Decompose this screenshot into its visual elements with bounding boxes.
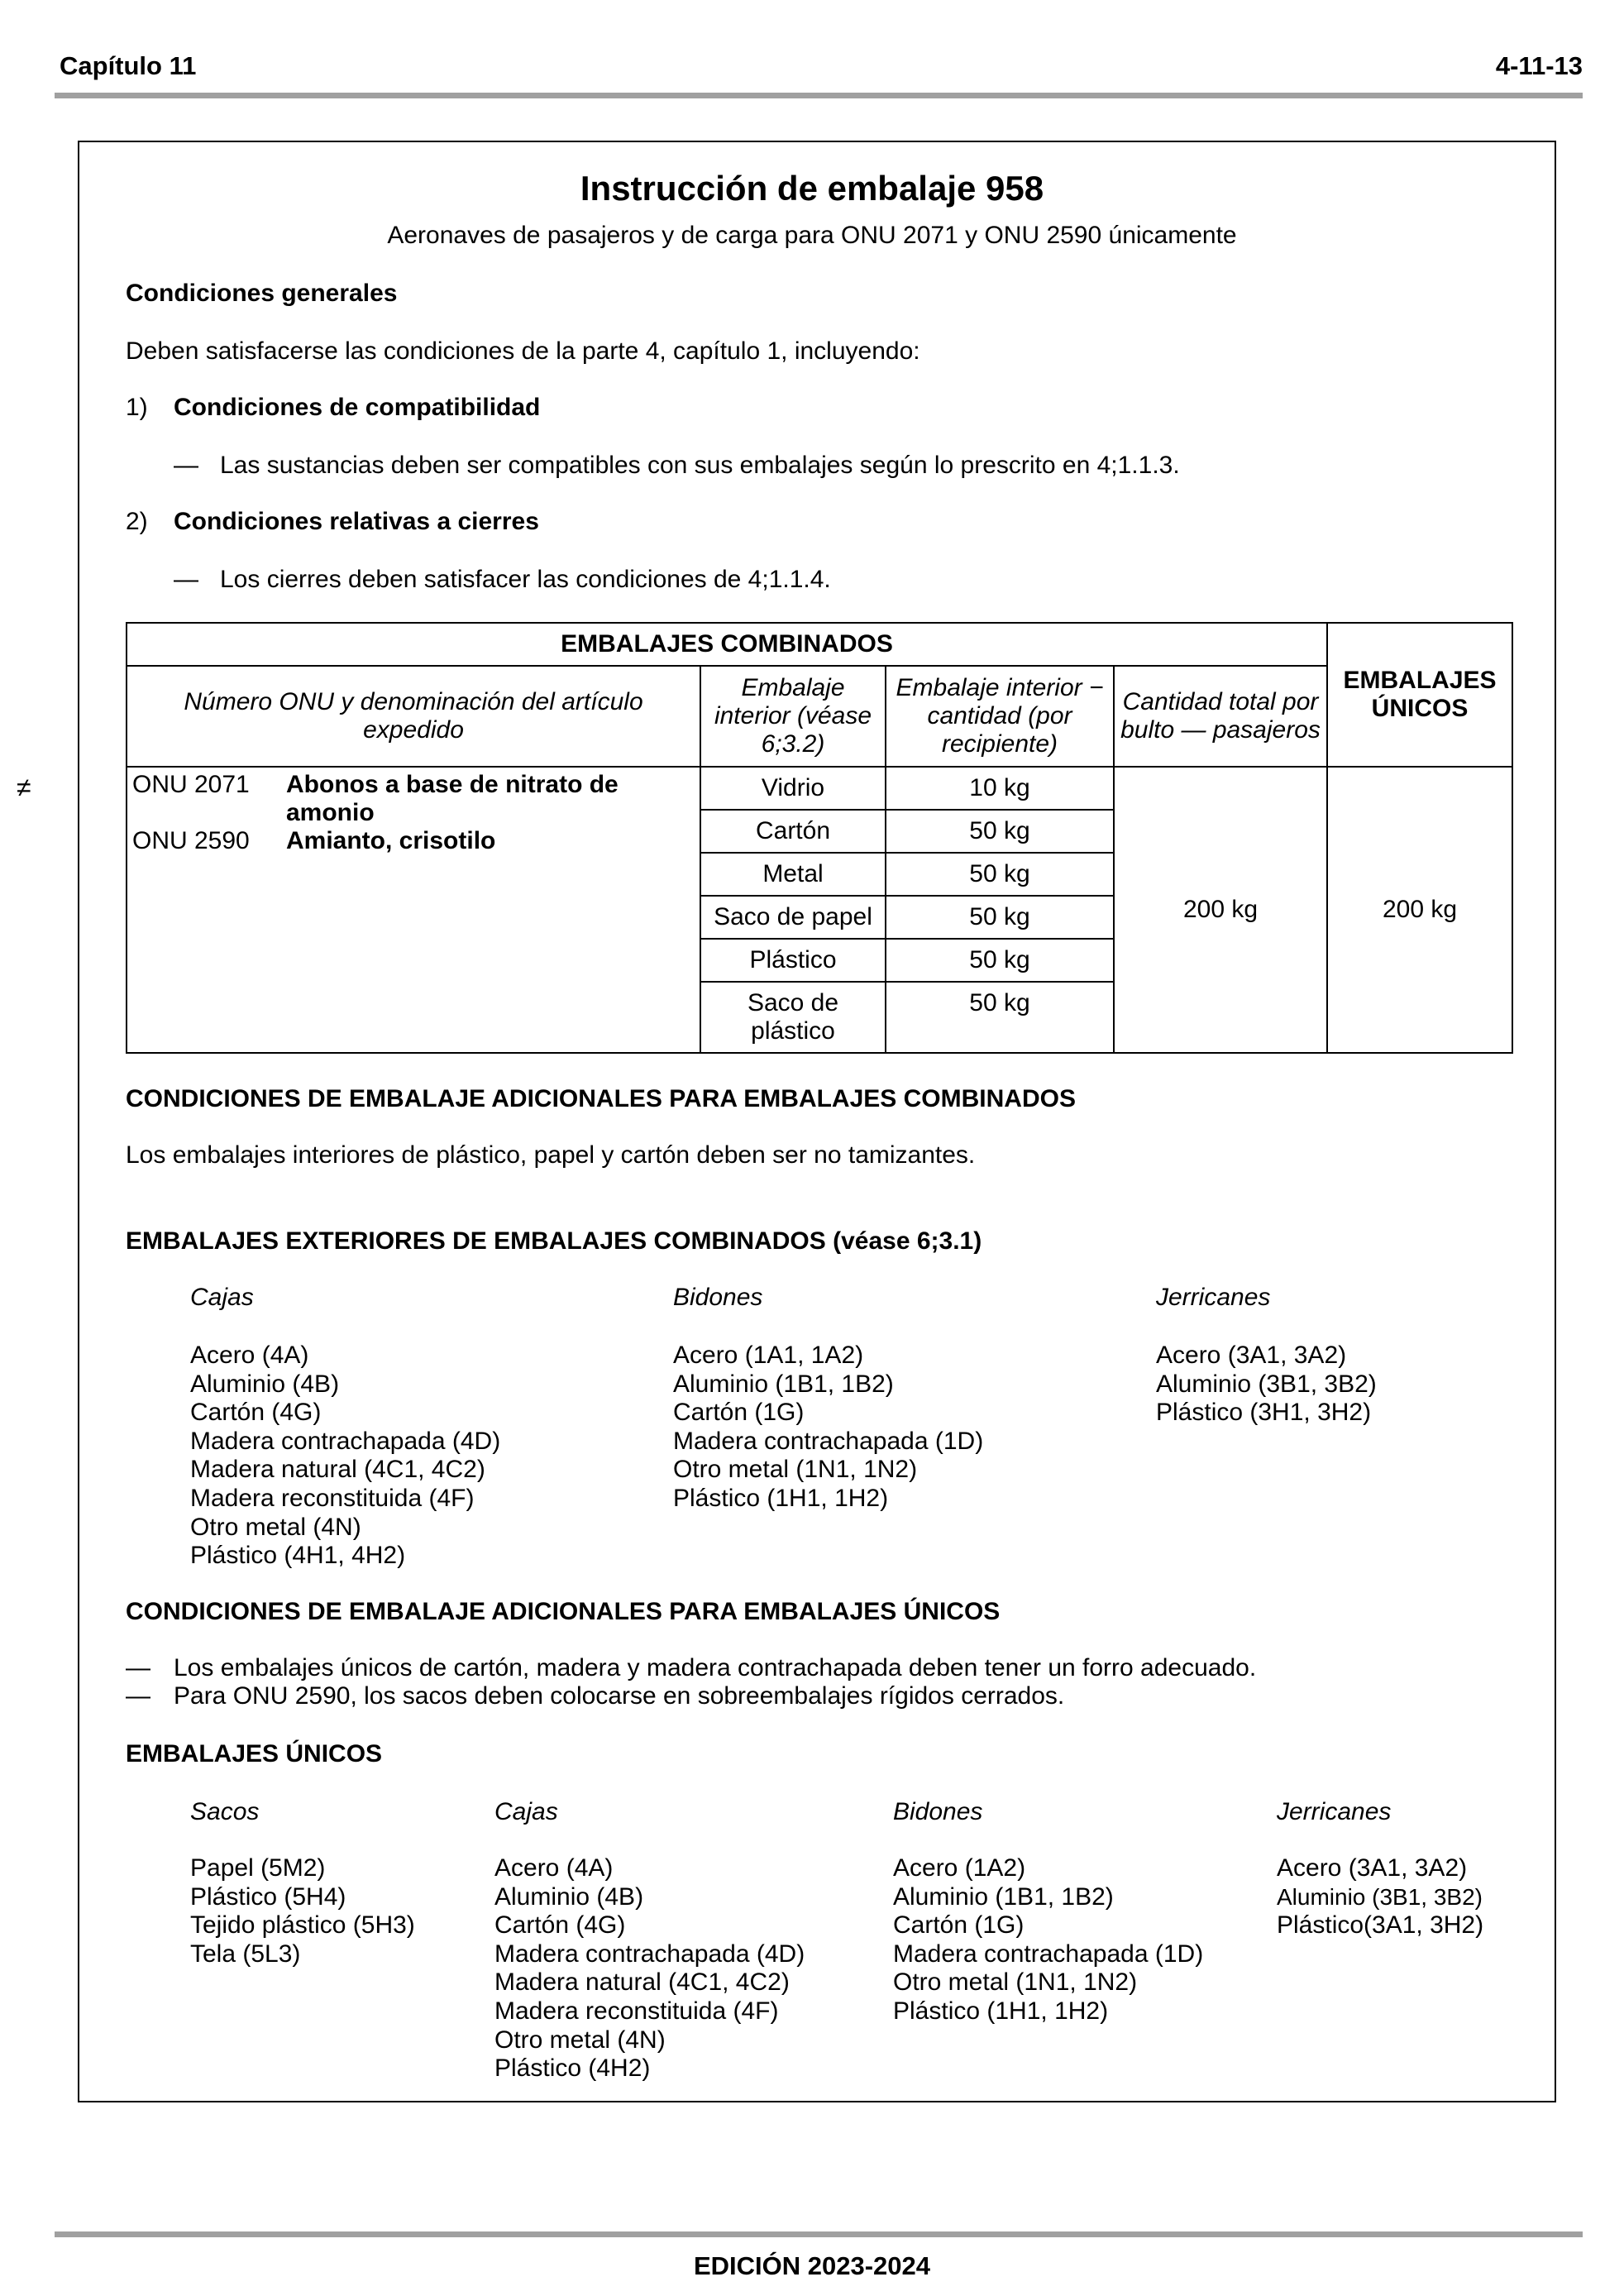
- list-item: Otro metal (4N): [494, 2026, 666, 2054]
- single-packagings-heading: EMBALAJES ÚNICOS: [126, 1740, 383, 1767]
- outer-list-cajas: [190, 1342, 500, 1571]
- outer-list-jerricanes: [1156, 1342, 1377, 1428]
- single-quantity: 200 kg: [1327, 767, 1512, 1053]
- condition-2-dash: —: [174, 566, 198, 593]
- condition-2-heading: Condiciones relativas a cierres: [174, 508, 539, 535]
- list-item: Acero (3A1, 3A2): [1277, 1854, 1468, 1882]
- list-item: Aluminio (4B): [190, 1370, 340, 1398]
- list-item: Plástico(3A1, 3H2): [1277, 1911, 1484, 1940]
- inner-packaging: Plástico: [700, 939, 886, 982]
- list-item: Cartón (1G): [673, 1399, 805, 1427]
- list-item: Plástico (4H1, 4H2): [190, 1542, 406, 1570]
- list-item: Otro metal (1N1, 1N2): [673, 1456, 918, 1484]
- list-item: Madera reconstituida (4F): [190, 1484, 475, 1512]
- single-list-sacos: [190, 1854, 415, 1968]
- combined-header: EMBALAJES COMBINADOS: [127, 623, 1327, 666]
- list-item: Aluminio (3B1, 3B2): [1277, 1883, 1483, 1910]
- outer-packagings-heading: EMBALAJES EXTERIORES DE EMBALAJES COMBINADOS (véase 6;3.1): [126, 1227, 982, 1255]
- un-name: Abonos a base de nitrato de amonio: [286, 771, 619, 826]
- list-item: Plástico (1H1, 1H2): [893, 1997, 1109, 2025]
- col-total-header: Cantidad total por bulto — pasajeros: [1114, 666, 1327, 767]
- total-quantity: 200 kg: [1114, 767, 1327, 1053]
- list-item: Acero (1A2): [893, 1854, 1026, 1882]
- general-conditions-heading: Condiciones generales: [126, 280, 398, 307]
- list-item: Cartón (4G): [494, 1911, 626, 1940]
- page-subtitle: Aeronaves de pasajeros y de carga para ONU 2071 y ONU 2590 únicamente: [387, 222, 1237, 249]
- inner-quantity: 10 kg: [886, 767, 1114, 810]
- col-un-header: Número ONU y denominación del artículo expedido: [127, 666, 700, 767]
- list-item: Madera natural (4C1, 4C2): [494, 1968, 790, 1997]
- outer-col-title: Bidones: [673, 1284, 763, 1311]
- list-item: Acero (4A): [190, 1342, 309, 1369]
- page-reference: 4-11-13: [1495, 51, 1583, 80]
- list-item: Cartón (1G): [893, 1911, 1025, 1940]
- general-conditions-intro: Deben satisfacerse las condiciones de la parte 4, capítulo 1, incluyendo:: [126, 337, 920, 365]
- condition-1-heading: Condiciones de compatibilidad: [174, 394, 541, 421]
- list-item: Otro metal (1N1, 1N2): [893, 1968, 1138, 1997]
- list-item: Aluminio (3B1, 3B2): [1156, 1370, 1377, 1398]
- list-item: Acero (1A1, 1A2): [673, 1342, 864, 1369]
- list-item: Madera natural (4C1, 4C2): [190, 1456, 485, 1484]
- list-item: Plástico (4H2): [494, 2054, 651, 2083]
- add-single-dash: —: [126, 1682, 150, 1710]
- list-item: Tejido plástico (5H3): [190, 1911, 415, 1940]
- inner-quantity: 50 kg: [886, 896, 1114, 939]
- list-item: Acero (3A1, 3A2): [1156, 1342, 1347, 1369]
- list-item: Plástico (1H1, 1H2): [673, 1484, 889, 1512]
- outer-list-bidones: [673, 1342, 983, 1514]
- condition-1-text: Las sustancias deben ser compatibles con sus embalajes según lo prescrito en 4;1.1.3.: [220, 452, 1180, 479]
- list-item: Tela (5L3): [190, 1940, 301, 1968]
- un-number: ONU 2071: [132, 771, 250, 798]
- list-item: Acero (4A): [494, 1854, 614, 1882]
- add-combined-heading: CONDICIONES DE EMBALAJE ADICIONALES PARA EMBALAJES COMBINADOS: [126, 1085, 1076, 1112]
- add-combined-text: Los embalajes interiores de plástico, papel y cartón deben ser no tamizantes.: [126, 1141, 976, 1169]
- inner-quantity: 50 kg: [886, 853, 1114, 896]
- add-single-dash: —: [126, 1654, 150, 1681]
- combined-packagings-table: [126, 622, 1513, 1054]
- list-item: Aluminio (1B1, 1B2): [893, 1882, 1114, 1911]
- add-single-heading: CONDICIONES DE EMBALAJE ADICIONALES PARA EMBALAJES ÚNICOS: [126, 1598, 1001, 1625]
- single-list-jerricanes: [1277, 1854, 1483, 1940]
- footer-rule: [55, 2231, 1583, 2237]
- un-entry: [132, 771, 695, 827]
- single-header: EMBALAJES ÚNICOS: [1327, 623, 1512, 767]
- list-item: Aluminio (4B): [494, 1882, 644, 1911]
- inner-quantity: 50 kg: [886, 810, 1114, 853]
- inner-packaging: Vidrio: [700, 767, 886, 810]
- un-name: Amianto, crisotilo: [286, 827, 496, 854]
- add-single-item: Para ONU 2590, los sacos deben colocarse en sobreembalajes rígidos cerrados.: [174, 1682, 1065, 1710]
- col-qty-header: Embalaje interior − cantidad (por recipiente): [886, 666, 1114, 767]
- inner-quantity: 50 kg: [886, 982, 1114, 1053]
- add-single-item: Los embalajes únicos de cartón, madera y madera contrachapada deben tener un forro adecuado.: [174, 1654, 1257, 1681]
- un-number: ONU 2590: [132, 827, 250, 854]
- list-item: Papel (5M2): [190, 1854, 326, 1882]
- inner-packaging: Saco de plástico: [700, 982, 886, 1053]
- inner-packaging: Cartón: [700, 810, 886, 853]
- un-cell: [127, 767, 700, 1053]
- list-item: Otro metal (4N): [190, 1513, 361, 1541]
- outer-col-title: Cajas: [190, 1284, 254, 1311]
- list-item: Madera contrachapada (1D): [673, 1427, 984, 1455]
- list-item: Cartón (4G): [190, 1399, 322, 1427]
- header-rule: [55, 93, 1583, 98]
- inner-packaging: Metal: [700, 853, 886, 896]
- condition-2-text: Los cierres deben satisfacer las condiciones de 4;1.1.4.: [220, 566, 831, 593]
- single-col-title: Cajas: [494, 1798, 558, 1825]
- outer-col-title: Jerricanes: [1156, 1284, 1271, 1311]
- single-col-title: Jerricanes: [1277, 1798, 1392, 1825]
- chapter-label: Capítulo 11: [60, 51, 197, 80]
- un-entry: [132, 827, 695, 855]
- single-col-title: Sacos: [190, 1798, 260, 1825]
- condition-1-dash: —: [174, 452, 198, 479]
- list-item: Madera contrachapada (4D): [190, 1427, 501, 1455]
- list-item: Madera contrachapada (1D): [893, 1940, 1204, 1968]
- list-item: Aluminio (1B1, 1B2): [673, 1370, 894, 1398]
- list-item: Madera reconstituida (4F): [494, 1997, 779, 2025]
- single-col-title: Bidones: [893, 1798, 983, 1825]
- condition-2-number: 2): [126, 508, 148, 535]
- list-item: Plástico (5H4): [190, 1882, 346, 1911]
- margin-change-mark: ≠: [17, 773, 31, 802]
- edition-footer: EDICIÓN 2023-2024: [693, 2251, 931, 2280]
- condition-1-number: 1): [126, 394, 148, 421]
- inner-packaging: Saco de papel: [700, 896, 886, 939]
- inner-quantity: 50 kg: [886, 939, 1114, 982]
- page-title: Instrucción de embalaje 958: [580, 169, 1044, 208]
- list-item: Plástico (3H1, 3H2): [1156, 1399, 1372, 1427]
- single-list-cajas: [494, 1854, 805, 2083]
- col-inner-header: Embalaje interior (véase 6;3.2): [700, 666, 886, 767]
- single-list-bidones: [893, 1854, 1203, 2026]
- list-item: Madera contrachapada (4D): [494, 1940, 805, 1968]
